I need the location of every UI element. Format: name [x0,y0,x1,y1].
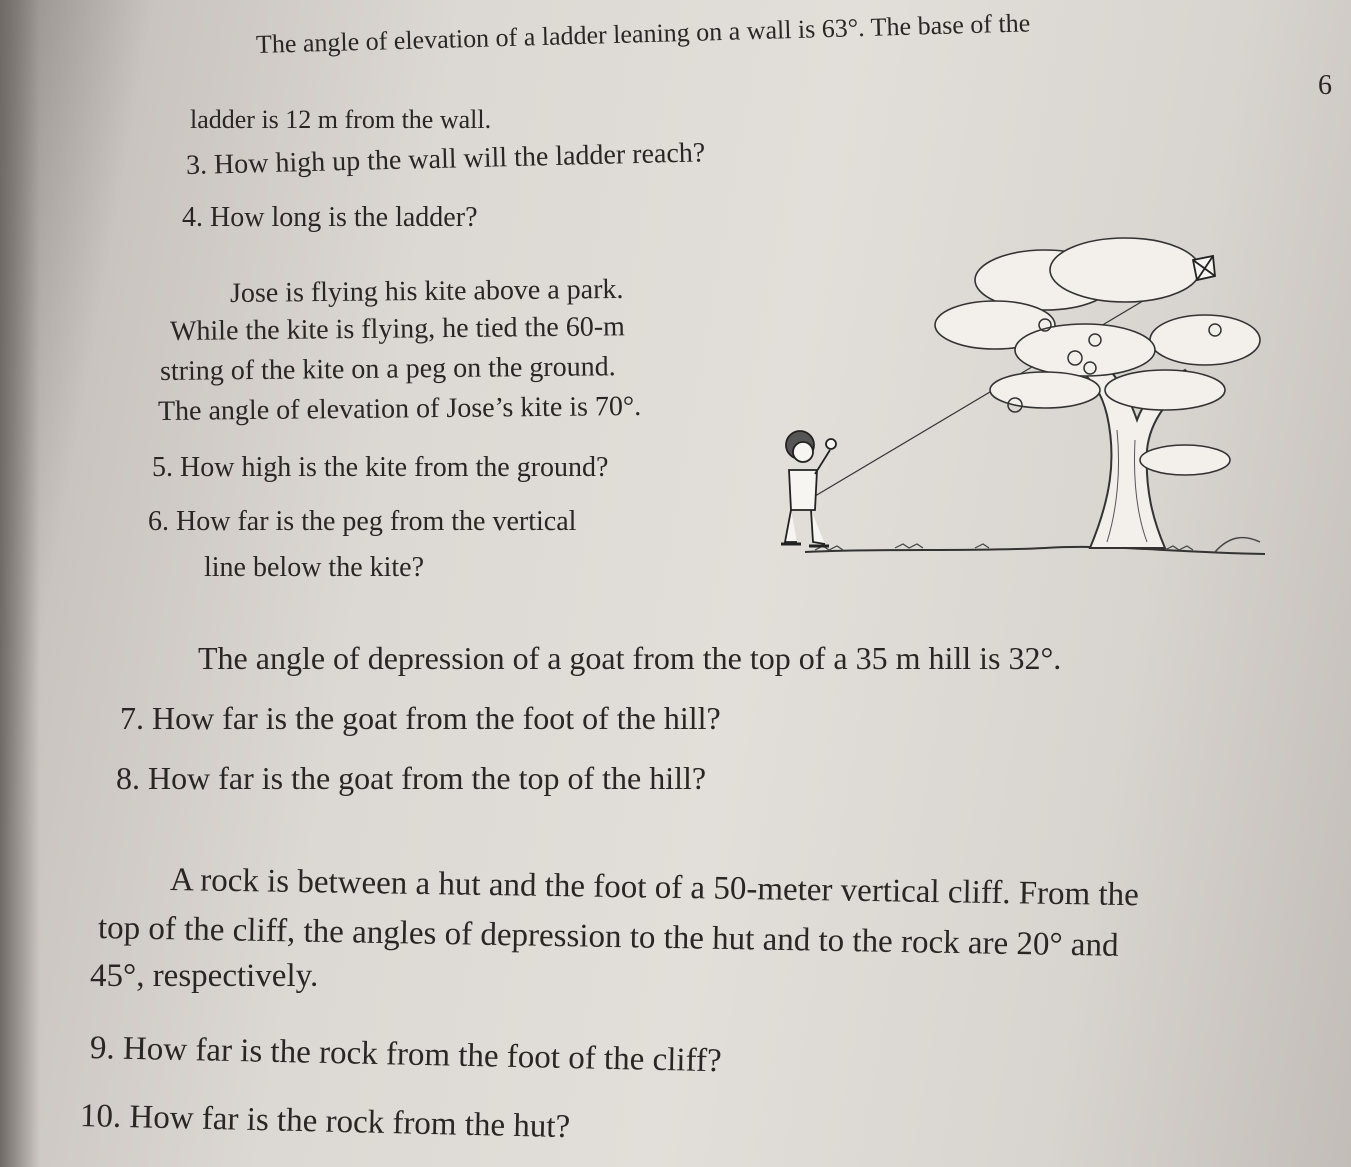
kite-tree-illustration [745,230,1285,590]
kite-line3: string of the kite on a peg on the ground. [159,351,616,387]
question-10: 10. How far is the rock from the hut? [79,1098,571,1146]
question-4: 4. How long is the ladder? [182,202,478,233]
kite-line4: The angle of elevation of Jose’s kite is 70°. [157,390,642,427]
cliff-line2: top of the cliff, the angles of depression to the hut and to the rock are 20° and [97,910,1119,964]
ground-line [805,547,1265,554]
question-7: 7. How far is the goat from the foot of the hill? [120,700,721,736]
question-8: 8. How far is the goat from the top of the hill? [116,760,707,796]
cliff-line1: A rock is between a hut and the foot of a 50-meter vertical cliff. From the [169,862,1140,914]
question-5: 5. How high is the kite from the ground? [152,452,609,483]
question-6-line2: line below the kite? [204,552,425,583]
kite-icon [1193,256,1215,280]
kite-line1: Jose is flying his kite above a park. [229,273,624,309]
page-number: 6 [1318,70,1332,101]
ladder-intro-line2: ladder is 12 m from the wall. [190,105,492,134]
question-9: 9. How far is the rock from the foot of the cliff? [89,1030,722,1080]
question-3: 3. How high up the wall will the ladder reach? [185,137,706,181]
goat-intro: The angle of depression of a goat from the top of a 35 m hill is 32°. [198,640,1062,676]
cliff-line3: 45°, respectively. [90,958,319,994]
page-edge-shadow [0,0,40,1167]
question-6-line1: 6. How far is the peg from the vertical [148,506,577,537]
ladder-intro-line1: The angle of elevation of a ladder leaning on a wall is 63°. The base of the [255,8,1031,59]
kite-line2: While the kite is flying, he tied the 60-m [169,311,626,347]
